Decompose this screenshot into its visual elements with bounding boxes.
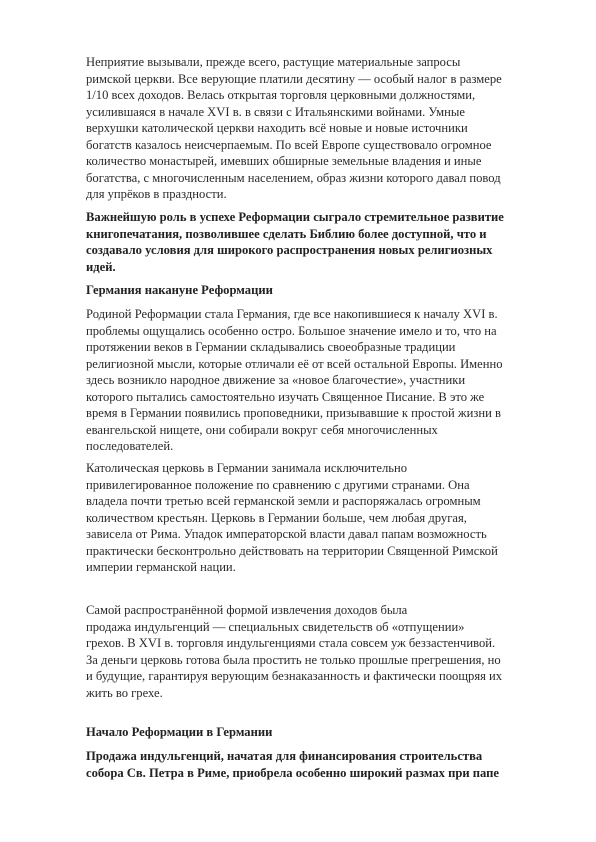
paragraph-church-wealth: Неприятие вызывали, прежде всего, растущие материальные запросы римской церкви. Все верующие платили десятину — особый налог в размере 1/10 всех доходов. Велась открытая торговля церковными должностями, усилившаяся в начале XVI в. в связи с Итальянскими войнами. Умные верхушки католической церкви находить всё новые и новые источники богатств казалось неисчерпаемым. По всей Европе существовало огромное количество монастырей, имевших обширные земельные владения и иные богатства, с многочисленным населением, образ жизни которого давал повод для упрёков в праздности.	[86, 55, 502, 201]
paragraph-germany-homeland: Родиной Реформации стала Германия, где все накопившиеся к началу XVI в. проблемы ощущались особенно остро. Большое значение имело и то, что на протяжении веков в Германии складывались своеобразные традиции религиозной мысли, которые отличали её от всей остальной Европы. Именно здесь возникло народное движение за «новое благочестие», участники которого пытались самостоятельно изучать Священное Писание. В это же время в Германии появились проповедники, призывавшие к простой жизни в евангельской нищете, они собирали вокруг себя многочисленных последователей.	[86, 307, 503, 453]
paragraph-indulgence-sales: Продажа индульгенций, начатая для финансирования строительства собора Св. Петра в Риме, приобрела особенно широкий размах при папе	[86, 749, 499, 780]
paragraph-catholic-church-germany: Католическая церковь в Германии занимала исключительно привилегированное положение по сравнению с другими странами. Она владела почти третью всей германской земли и распоряжалась огромным количеством крестьян. Церковь в Германии больше, чем любая другая, зависела от Рима. Упадок императорской власти давал папам возможность практически бесконтрольно действовать на территории Священной Римской империи германской нации.	[86, 461, 498, 574]
paragraph-indulgences: Самой распространённой формой извлечения доходов была продажа индульгенций — специальных свидетельств об «отпущении» грехов. В XVI в. торговля индульгенциями стала совсем уж беззастенчивой. За деньги церковь готова была простить не только прошлые прегрешения, но и будущие, гарантируя верующим безнаказанность и фактически поощряя их жить во грехе.	[86, 603, 503, 700]
heading-reformation-start: Начало Реформации в Германии	[86, 725, 273, 739]
paragraph-printing: Важнейшую роль в успехе Реформации сыграло стремительное развитие книгопечатания, позволившее сделать Библию более доступной, что и создавало условия для широкого распространения новых религиозных идей.	[86, 210, 504, 274]
heading-germany-before-reformation: Германия накануне Реформации	[86, 283, 273, 297]
